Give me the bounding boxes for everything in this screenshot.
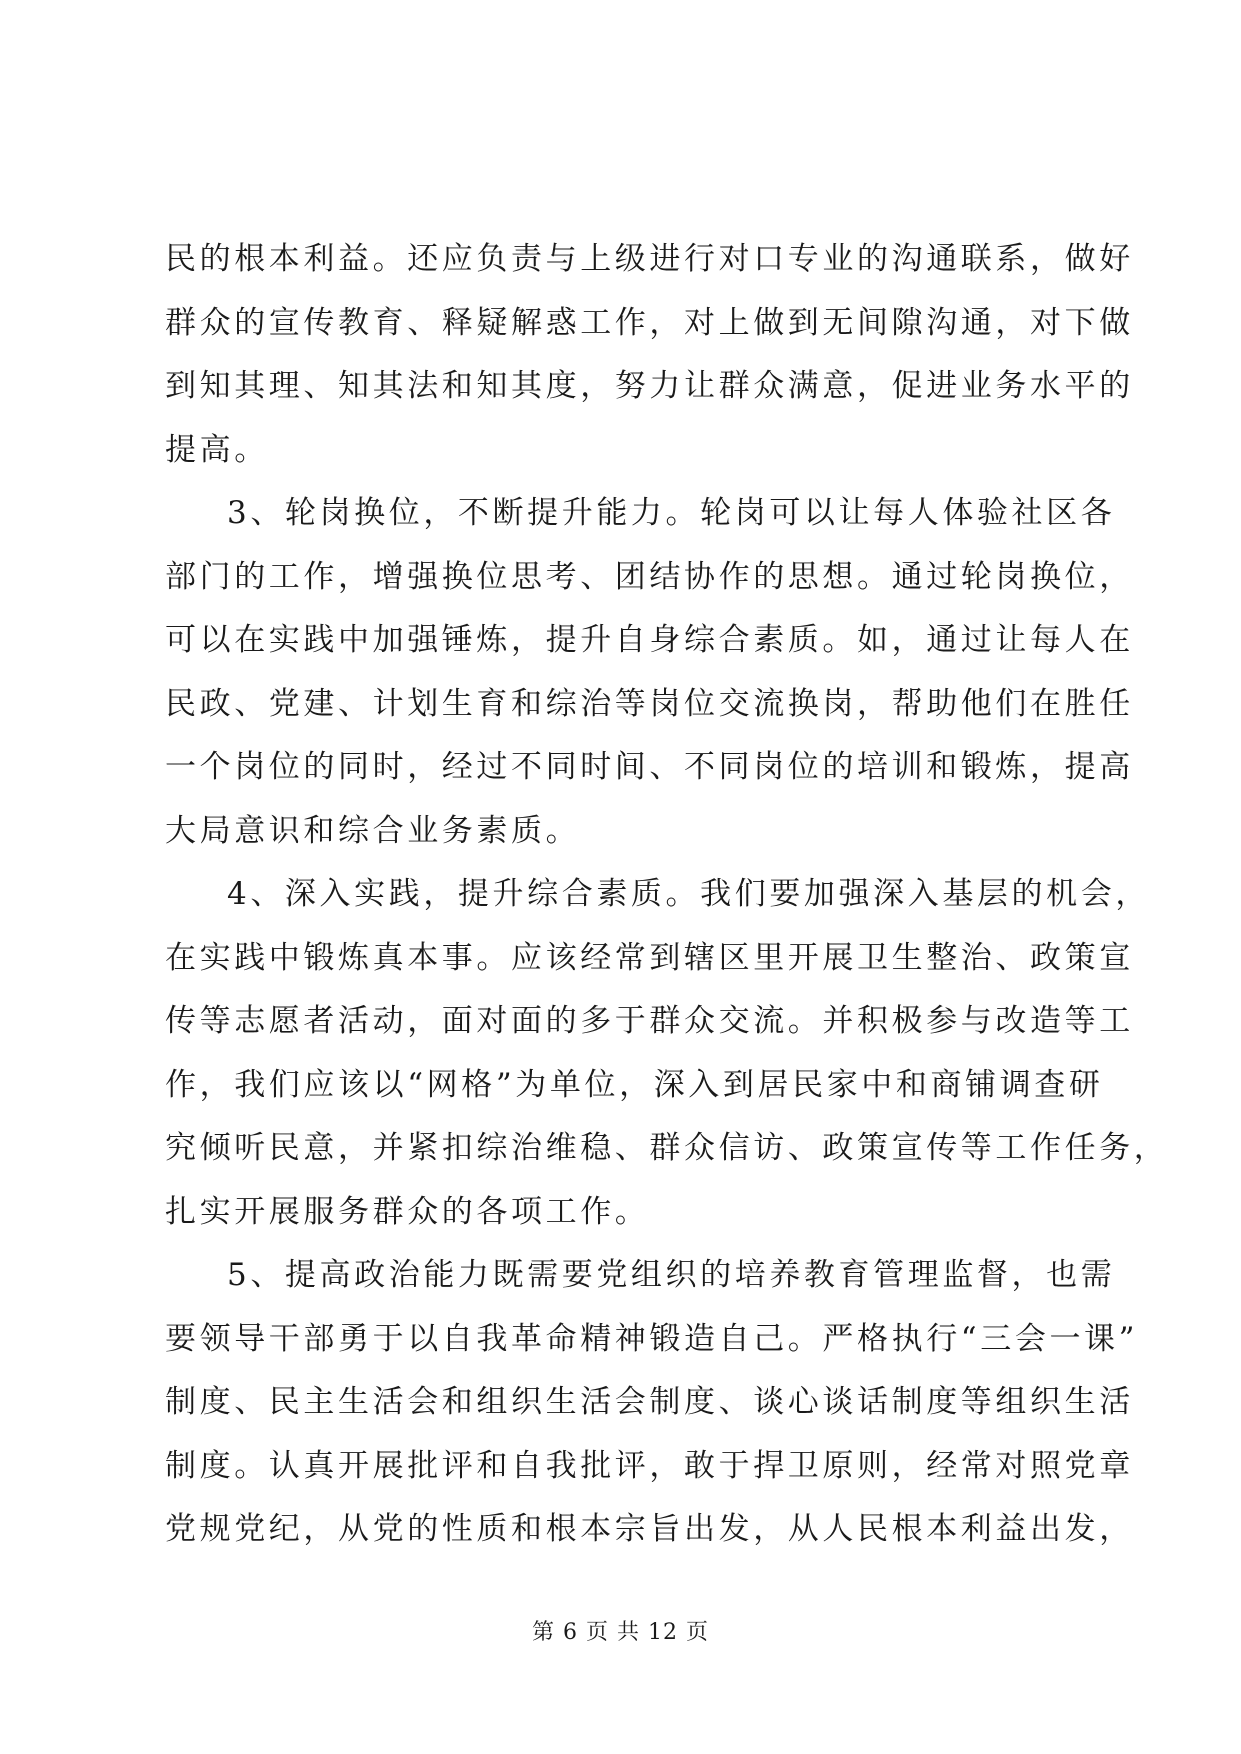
text-line: 4、深入实践，提升综合素质。我们要加强深入基层的机会， [227, 876, 1150, 912]
body-text [165, 228, 1169, 1562]
text-line: 部门的工作，增强换位思考、团结协作的思想。通过轮岗换位， [165, 558, 1134, 595]
text-line: 大局意识和综合业务素质。 [165, 812, 581, 849]
text-line: 要领导干部勇于以自我革命精神锻造自己。严格执行“三会一课” [165, 1320, 1139, 1357]
text-line: 到知其理、知其法和知其度，努力让群众满意，促进业务水平的 [165, 368, 1134, 404]
text-line: 提高。 [165, 431, 269, 468]
text-line: 5、提高政治能力既需要党组织的培养教育管理监督，也需 [227, 1257, 1116, 1293]
text-line: 制度、民主生活会和组织生活会制度、谈心谈话制度等组织生活 [165, 1384, 1134, 1420]
text-line: 传等志愿者活动，面对面的多于群众交流。并积极参与改造等工 [165, 1003, 1134, 1039]
text-line: 制度。认真开展批评和自我批评，敢于捍卫原则，经常对照党章 [165, 1447, 1134, 1484]
text-line: 可以在实践中加强锤炼，提升自身综合素质。如，通过让每人在 [165, 622, 1134, 658]
text-line: 民的根本利益。还应负责与上级进行对口专业的沟通联系，做好 [165, 241, 1134, 277]
text-line: 一个岗位的同时，经过不同时间、不同岗位的培训和锻炼，提高 [165, 749, 1134, 785]
text-line: 作，我们应该以“网格”为单位，深入到居民家中和商铺调查研 [165, 1066, 1104, 1103]
text-line: 民政、党建、计划生育和综治等岗位交流换岗，帮助他们在胜任 [165, 685, 1134, 722]
text-line: 群众的宣传教育、释疑解惑工作，对上做到无间隙沟通，对下做 [165, 304, 1134, 341]
text-line: 党规党纪，从党的性质和根本宗旨出发，从人民根本利益出发， [165, 1511, 1134, 1547]
text-line: 究倾听民意，并紧扣综治维稳、群众信访、政策宣传等工作任务， [165, 1130, 1169, 1166]
text-line: 在实践中锻炼真本事。应该经常到辖区里开展卫生整治、政策宣 [165, 939, 1134, 976]
text-line: 3、轮岗换位，不断提升能力。轮岗可以让每人体验社区各 [227, 495, 1116, 531]
text-line: 扎实开展服务群众的各项工作。 [165, 1193, 650, 1230]
page-footer: 第 6 页 共 12 页 [532, 1620, 709, 1645]
